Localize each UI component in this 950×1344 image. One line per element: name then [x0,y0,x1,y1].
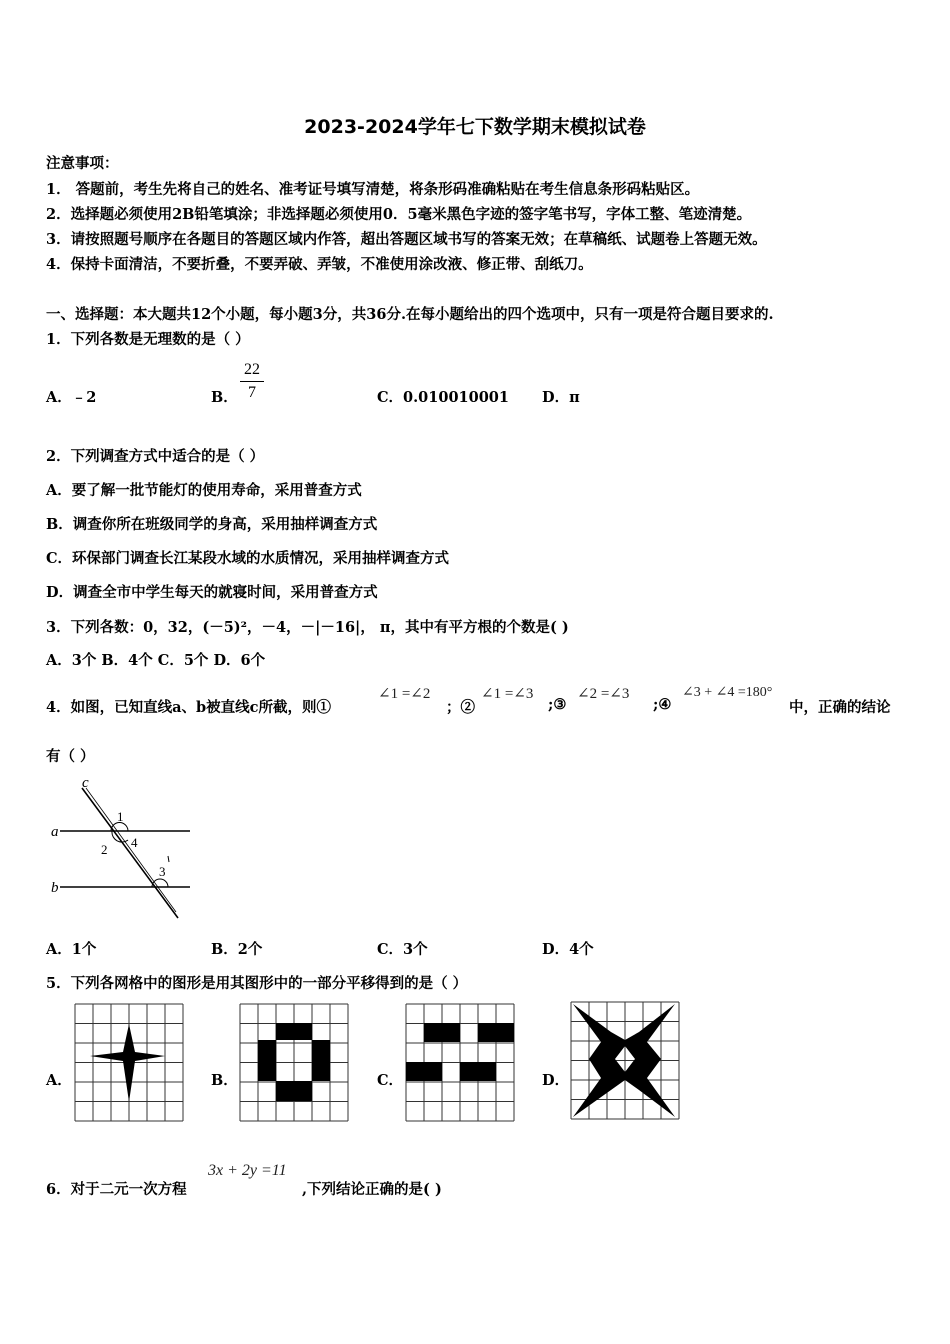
q4-option-d: D．4个 [542,941,594,958]
label-4: 4 [131,835,138,850]
q4-option-c: C．3个 [377,941,428,958]
label-3: 3 [159,864,166,879]
notice-item-2: 2．选择题必须使用2B铅笔填涂；非选择题必须使用0．5毫米黑色字迹的签字笔书写，字体工整、笔迹清楚。 [46,206,752,223]
q1-fraction-bar [240,381,264,382]
line-c [82,788,178,918]
q1-option-d: D．π [542,389,580,406]
notice-heading: 注意事项： [46,155,119,172]
label-a: a [51,824,59,840]
q5-option-b-label: B． [211,1072,238,1089]
q2-option-c: C．环保部门调查长江某段水域的水质情况，采用抽样调查方式 [46,550,450,567]
notice-item-1: 1． 答题前，考生先将自己的姓名、准考证号填写清楚，将条形码准确粘贴在考生信息条形码粘贴区。 [46,181,700,198]
line-c2 [86,788,176,912]
q1-fraction-denominator: 7 [248,384,256,401]
q2-option-a: A．要了解一批节能灯的使用寿命，采用普查方式 [46,482,362,499]
q5-grid-a [75,1004,183,1121]
q4-stem-start: 4．如图，已知直线a、b被直线c所截，则① [46,699,331,716]
q5-shape-c-1 [424,1023,460,1042]
label-b: b [51,880,59,896]
q2-option-d: D．调查全市中学生每天的就寝时间，采用普查方式 [46,584,378,601]
q3-options: A．3个 B．4个 C．5个 D．6个 [46,652,266,669]
q4-option-a: A．1个 [46,941,97,958]
q5-option-d-label: D． [542,1072,570,1089]
q1-fraction-numerator: 22 [244,361,260,378]
q5-grid-b [240,1004,348,1121]
notice-item-4: 4．保持卡面清洁，不要折叠，不要弄破、弄皱，不准使用涂改液、修正带、刮纸刀。 [46,256,593,273]
q4-figure [48,774,198,924]
q1-option-a: A．﹣2 [46,389,97,406]
q5-shape-c-2 [478,1023,514,1042]
q3-stem: 3．下列各数：0，32，(－5)²，－4，－|－16|， π，其中有平方根的个数是( ) [46,619,569,636]
q5-grid-c [406,1004,514,1121]
q6-equation: 3x + 2y =11 [208,1162,287,1179]
q5-shape-c-3 [406,1062,442,1081]
label-2: 2 [101,842,108,857]
q5-shape-c-4 [460,1062,496,1081]
q1-fraction [240,361,264,402]
q5-shape-b-bottom [276,1081,312,1101]
label-1: 1 [117,809,124,824]
q2-option-b: B．调查你所在班级同学的身高，采用抽样调查方式 [46,516,378,533]
q5-stem: 5．下列各网格中的图形是用其图形中的一部分平移得到的是（ ） [46,975,468,992]
q4-cond-1: ∠1 =∠2 [378,686,431,702]
notice-item-3: 3．请按照题号顺序在各题目的答题区域内作答，超出答题区域书写的答案无效；在草稿纸、试题卷上答题无效。 [46,231,767,248]
section-heading: 一、选择题：本大题共12个小题，每小题3分，共36分.在每小题给出的四个选项中，只有一项是符合题目要求的. [46,306,774,323]
q4-cond-2: ∠1 =∠3 [481,686,534,702]
q2-stem: 2．下列调查方式中适合的是（ ） [46,448,265,465]
q5-option-c-label: C． [377,1072,404,1089]
q4-stem-cont: 有（ ） [46,748,95,765]
q1-option-c: C．0.010010001 [377,389,509,406]
q5-shape-b-top [276,1023,312,1040]
q1-stem: 1．下列各数是无理数的是（ ） [46,331,250,348]
q1-option-b-label: B． [211,389,238,406]
q4-sep-3: ;③ [548,696,567,713]
q5-grid-d [571,1002,679,1119]
q4-sep-2: ；② [446,699,475,716]
q4-cond-4: ∠3 + ∠4 =180° [682,685,773,700]
q6-stem-end: ,下列结论正确的是( ) [302,1181,442,1198]
q4-option-b: B．2个 [211,941,263,958]
q5-shape-b-right [312,1040,330,1081]
q4-stem-end: 中，正确的结论 [789,699,891,716]
tick-mark [168,856,169,862]
label-c: c [82,775,89,791]
q5-option-a-label: A． [46,1072,72,1089]
page-title: 2023-2024学年七下数学期末模拟试卷 [304,116,646,138]
q4-cond-3: ∠2 =∠3 [577,686,630,702]
q5-shape-b-left [258,1040,276,1081]
q4-sep-4: ;④ [653,696,672,713]
q6-stem-start: 6．对于二元一次方程 [46,1181,187,1198]
